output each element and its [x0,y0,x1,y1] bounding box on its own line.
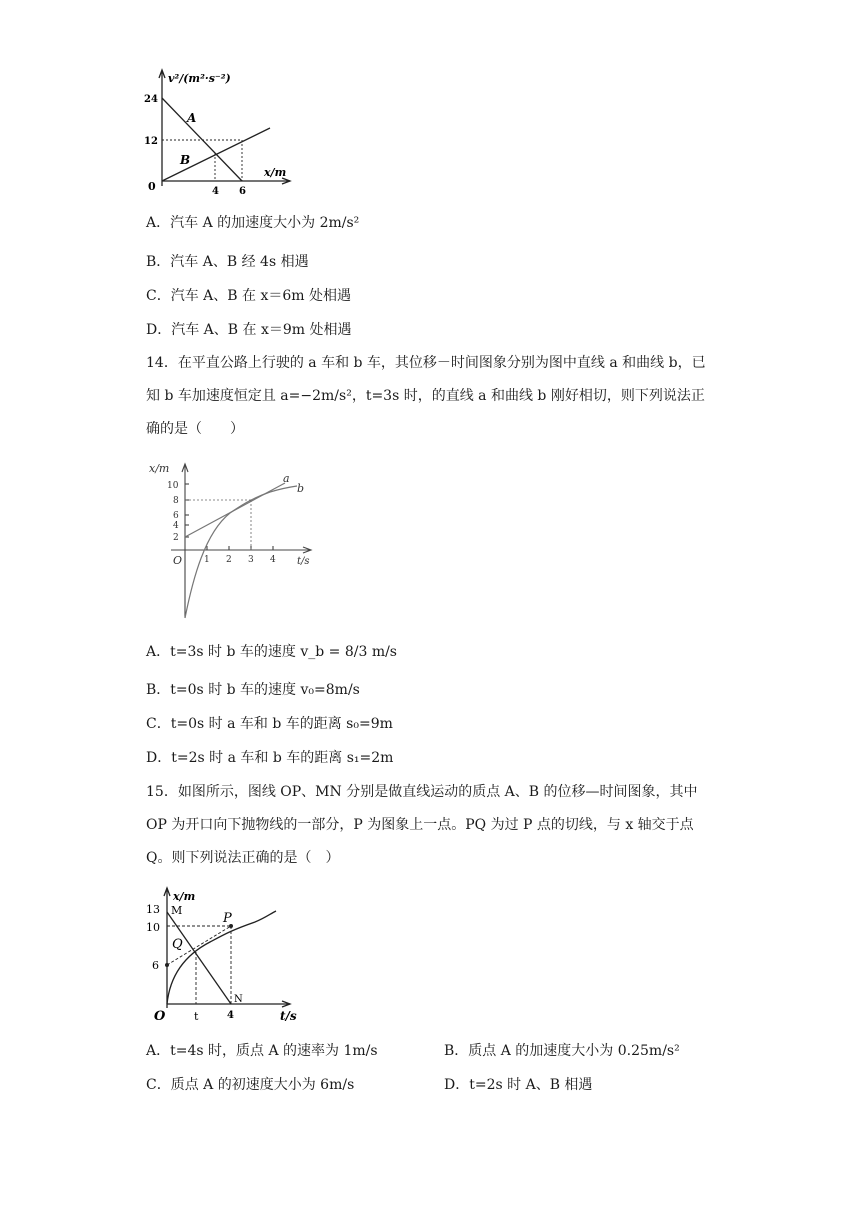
graph2-tick-t3: 3 [248,555,254,565]
graph2-tick-t4: 4 [270,555,276,565]
graph-x-t-ab [145,458,320,623]
q15-option-a: A．t=4s 时，质点 A 的速率为 1m/s [146,1043,378,1059]
graph2-origin: O [173,554,183,567]
graph2-tick-4: 4 [173,521,179,531]
q15-option-b: B．质点 A 的加速度大小为 0.25m/s² [444,1043,680,1059]
q15-option-d: D．t=2s 时 A、B 相遇 [444,1077,593,1093]
graph3-x-axis-label: t/s [280,1009,297,1023]
graph1-tick-24: 24 [144,94,158,105]
graph3-tick-13: 13 [146,903,160,916]
q13-option-c: C．汽车 A、B 在 x＝6m 处相遇 [146,288,351,304]
q15-stem: 15．如图所示，图线 OP、MN 分别是做直线运动的质点 A、B 的位移—时间图象，其中 OP 为开口向下抛物线的一部分，P 为图象上一点。PQ 为过 P 点的切线，与 x 轴交于点 Q。则下列说法正确的是（ ） [146,784,698,866]
graph3-label-m: M [171,904,183,917]
line-a [162,98,242,181]
graph2-x-axis-label: t/s [297,556,310,567]
graph-v2-x [140,60,310,200]
graph3-y-axis-label: x/m [173,890,196,903]
q14-option-d: D．t=2s 时 a 车和 b 车的距离 s₁=2m [146,750,394,766]
graph3-tick-4: 4 [227,1010,234,1021]
graph2-label-b: b [297,482,305,495]
graph3-origin: O [154,1009,166,1024]
graph2-tick-t2: 2 [226,555,232,565]
graph3-tick-6: 6 [152,959,159,972]
graph-x-t-op-mn [140,880,310,1025]
graph2-tick-t1: 1 [204,555,210,565]
q15-option-c: C．质点 A 的初速度大小为 6m/s [146,1077,355,1093]
graph3-tick-10: 10 [146,921,160,934]
graph1-origin: 0 [148,180,156,193]
graph1-tick-6: 6 [239,186,246,197]
q14-number: 14． [146,355,178,371]
graph2-tick-10: 10 [167,481,179,491]
curve-b [185,486,297,618]
graph3-tick-t: t [194,1010,199,1023]
graph2-tick-8: 8 [173,496,179,506]
graph1-label-a: A [187,111,197,125]
q14-stem: 14．在平直公路上行驶的 a 车和 b 车，其位移－时间图象分别为图中直线 a 和曲线 b，已知 b 车加速度恒定且 a=−2m/s²，t=3s 时，的直线 a 和曲线 b 刚好相切，则下列说法正确的是（ ） [146,355,706,437]
graph2-label-a: a [283,472,290,485]
graph2-tick-6: 6 [173,511,179,521]
q14-option-a: A．t=3s 时 b 车的速度 v_b = 8/3 m/s [146,644,397,660]
graph1-x-axis-label: x/m [264,166,287,179]
graph1-tick-4: 4 [212,186,219,197]
graph3-label-n: N [234,994,243,1005]
q13-option-d: D．汽车 A、B 在 x＝9m 处相遇 [146,322,352,338]
q14-option-b: B．t=0s 时 b 车的速度 v₀=8m/s [146,682,360,698]
line-b [162,128,270,181]
graph2-tick-2: 2 [173,533,179,543]
q13-option-a: A．汽车 A 的加速度大小为 2m/s² [146,215,360,231]
graph2-y-axis-label: x/m [149,462,170,475]
graph3-label-p: P [223,911,232,926]
graph3-label-q: Q [172,937,183,952]
q13-option-b: B．汽车 A、B 经 4s 相遇 [146,254,309,270]
graph1-y-axis-label: v²/(m²·s⁻²) [168,72,231,85]
q14-option-c: C．t=0s 时 a 车和 b 车的距离 s₀=9m [146,716,393,732]
graph1-tick-12: 12 [144,136,158,147]
q15-number: 15． [146,784,178,800]
graph1-label-b: B [180,153,191,167]
